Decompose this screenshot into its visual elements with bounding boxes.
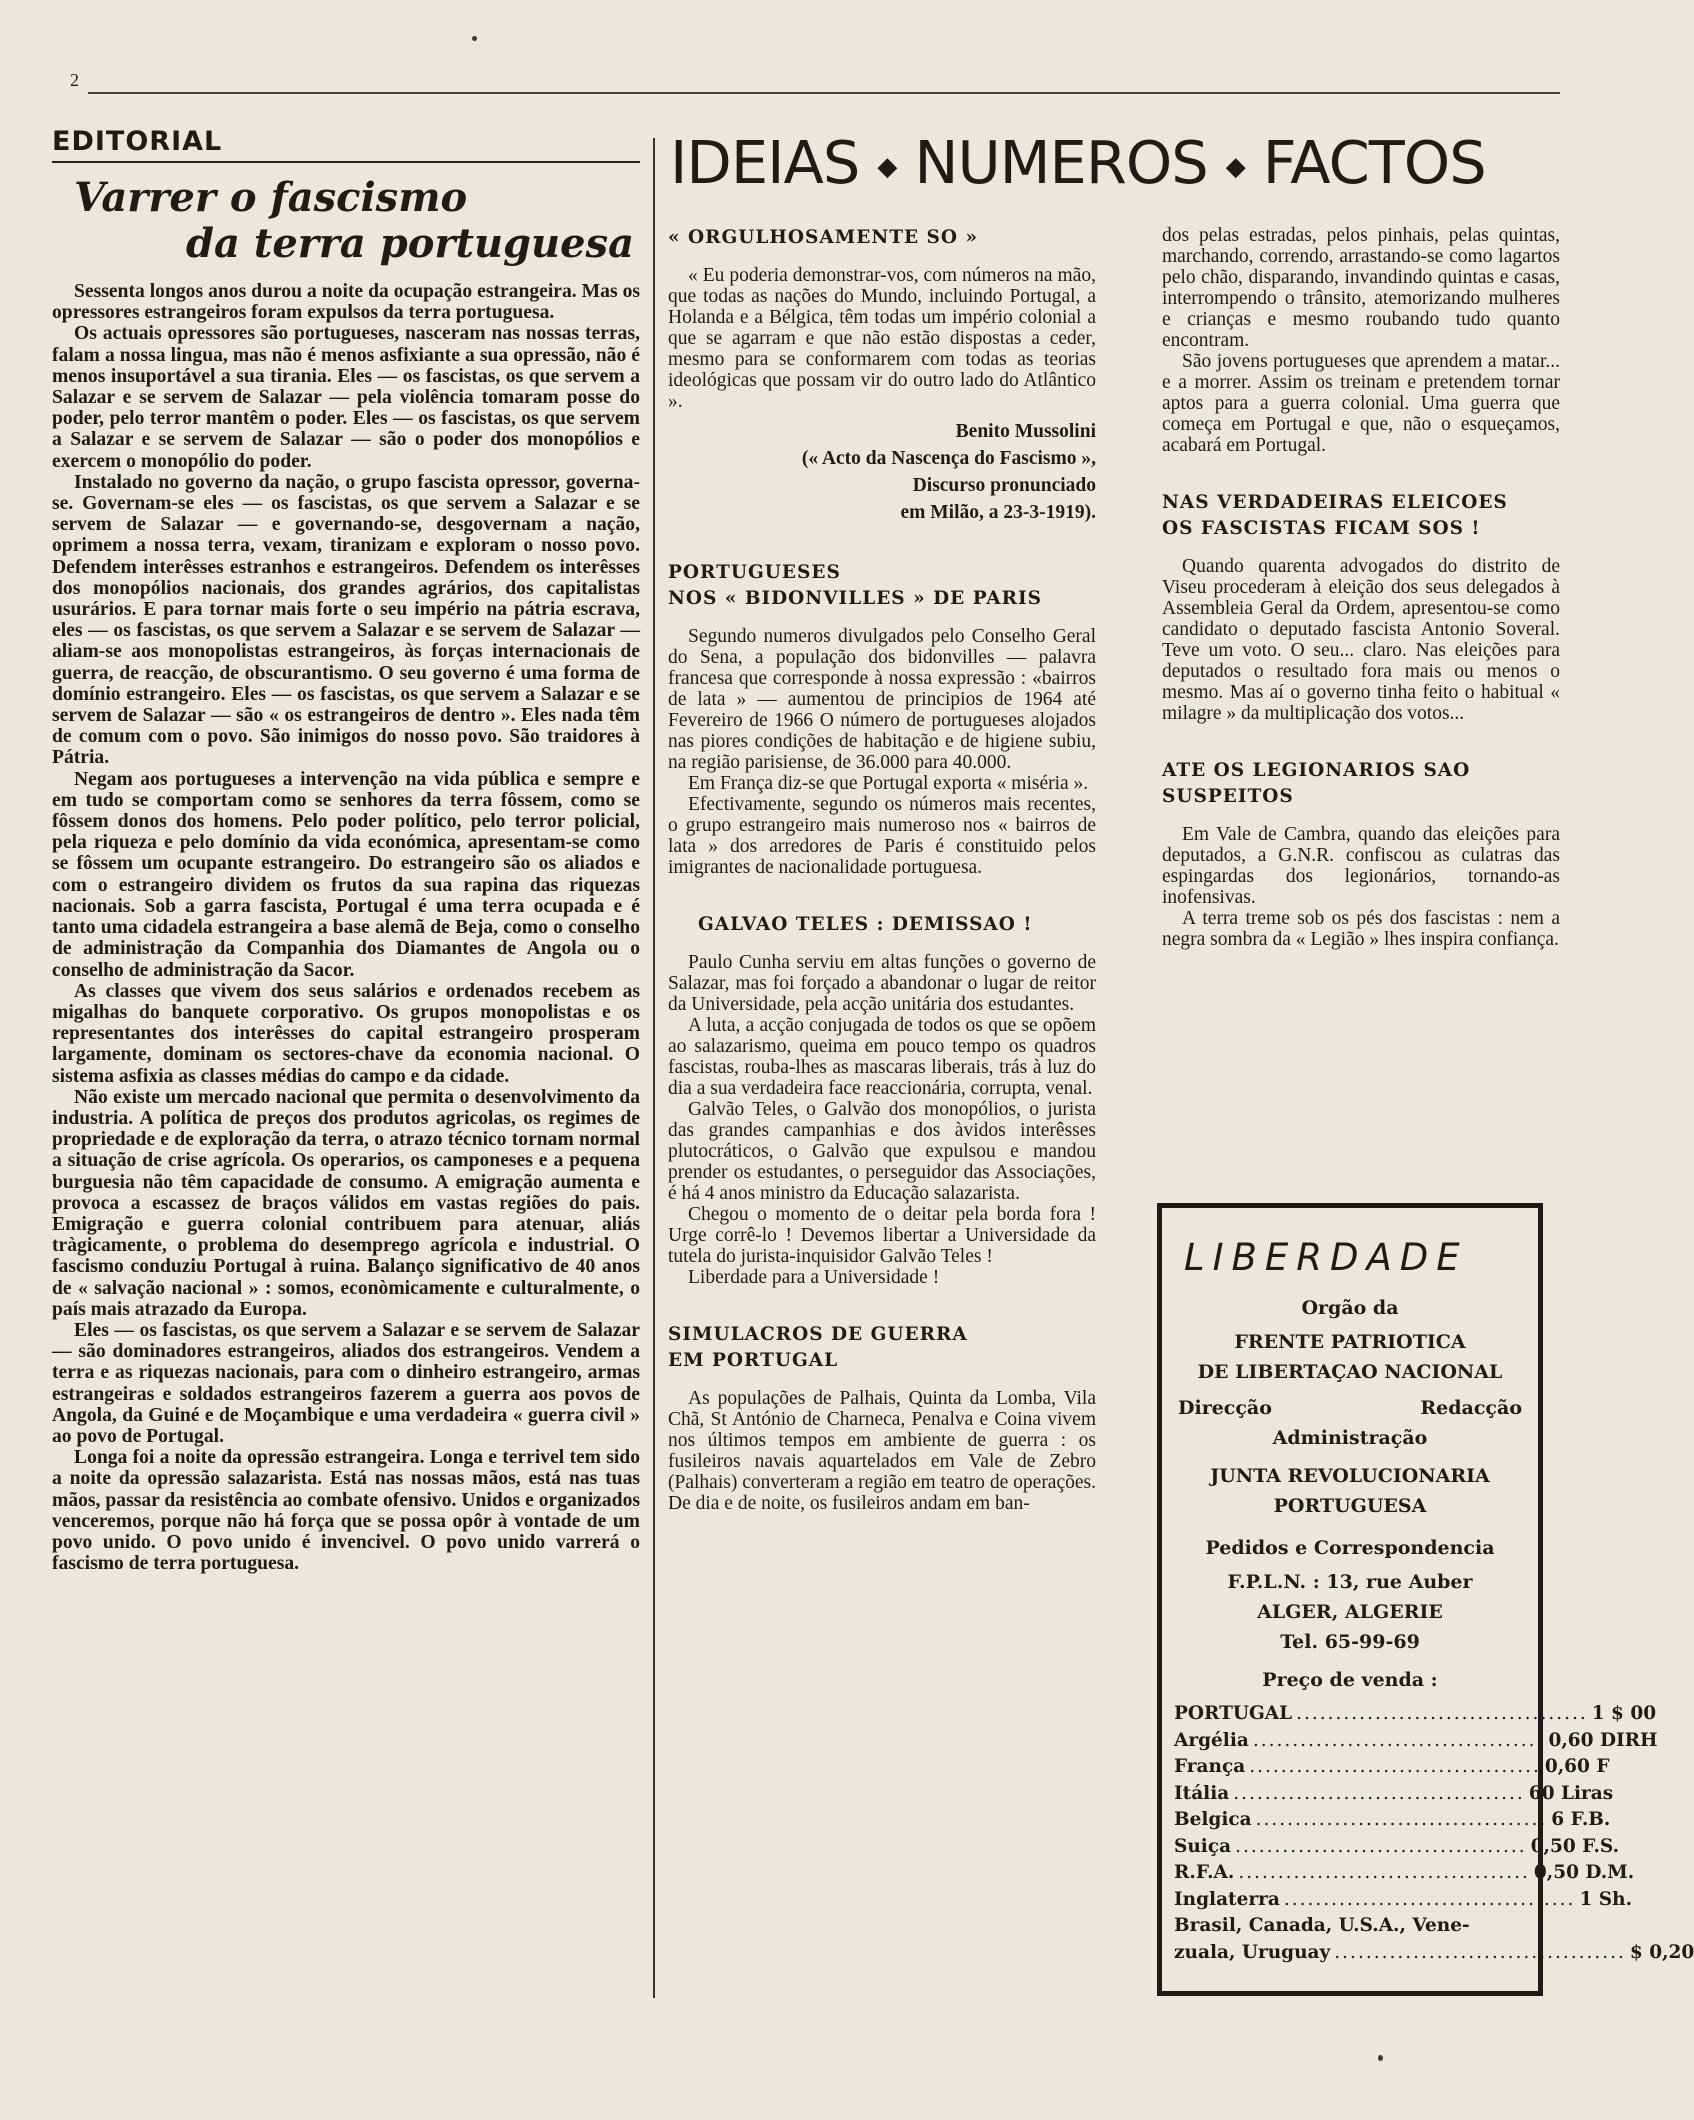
administracao-label: Administração [1272,1427,1428,1449]
editorial-paragraph: Eles — os fascistas, os que servem a Salazar e se servem de Salazar — são dominadores estrangeiros, aliados dos estrangeiros. Vendem a terra e as riquezas nacionais, para com o dinheiro estrangeiro, armas estrangeiras e soldados estrangeiros fazerem a guerra aos povos de Angola, da Guiné e de Moçambique e uma verdadeira « guerra civil » ao povo de Portugal. [52,1319,640,1447]
price-value: 6 F.B. [1551,1809,1611,1830]
article-heading [668,1322,1096,1374]
price-country: França [1174,1756,1246,1777]
attribution-name: Benito Mussolini [955,421,1096,442]
price-row: R.F.A. ..................................... 0,50 D.M. [1174,1860,1526,1887]
price-row [1174,1913,1526,1940]
price-row: PORTUGAL ..................................... 1 $ 00 [1174,1701,1526,1728]
telephone: Tel. 65-99-69 [1280,1631,1420,1653]
editorial-paragraph: Não existe um mercado nacional que permita o desenvolvimento da industria. A política de preços dos produtos agricolas, os regimes de propriedade e de exploração da terra, o atrazo técnico tornam normal a situação de crise agrícola. Os operarios, os camponeses e a pequena burguesia não têm capacidade de consumo. A emigração aumenta e provoca a escassez de braços válidos em vastas regiões do pais. Emigração e guerra colonial contribuem para atenuar, aliás tràgicamente, o problema do desemprego agrícola e industrial. O fascismo conduziu Portugal à ruina. Balanço significativo de 40 anos de « salvação nacional » : somos, econòmicamente e culturalmente, o país mais atrazado da Europa. [52,1086,640,1320]
article-paragraph: A terra treme sob os pés dos fascistas : nem a negra sombra da « Legião » lhes inspira confiança. [1162,908,1560,950]
article-paragraph: Paulo Cunha serviu em altas funções o governo de Salazar, mas foi forçado a abandonar o lugar de reitor da Universidade, pela acção unitária dos estudantes. [668,952,1096,1015]
attribution-source: em Milão, a 23-3-1919). [900,502,1096,523]
price-row: Itália ..................................... 60 Liras [1174,1781,1526,1808]
article-heading-line: SIMULACROS DE GUERRA [668,1324,968,1345]
price-label: Preço de venda : [1262,1669,1438,1691]
editorial-rule [52,161,640,163]
column-divider [653,138,655,1998]
article-heading-line: NAS VERDADEIRAS ELEICOES [1162,492,1508,513]
article-heading-line: NOS « BIDONVILLES » DE PARIS [668,588,1043,609]
article-paragraph: Liberdade para a Universidade ! [688,1267,940,1288]
editorial-title-line2: da terra portuguesa [186,220,634,267]
price-country: zuala, Uruguay [1174,1941,1331,1963]
masthead-title: LIBERDADE [1184,1236,1468,1279]
price-value: 0,60 DIRH [1548,1729,1658,1751]
banner-word-numeros: NUMEROS [914,128,1208,197]
right-column [1162,225,1560,950]
quote-attribution [668,418,1096,526]
editorial-label: EDITORIAL [52,126,223,157]
article-heading-line: OS FASCISTAS FICAM SOS ! [1162,518,1481,539]
article-heading [1162,490,1560,542]
price-country: Itália [1174,1782,1230,1804]
price-value: 0,50 D.M. [1533,1862,1635,1883]
editorial-column [52,126,640,1574]
article-bidonvilles [668,560,1096,878]
editorial-roles [1162,1393,1538,1423]
editorial-title [52,175,640,267]
price-value: 0,60 F [1544,1756,1610,1777]
article-paragraph: Segundo numeros divulgados pelo Conselho Geral do Sena, a população dos bidonvilles — palavra francesa que corresponde à nossa expressão : «bairros de lata » — aumentou de principios de 1964 até Fevereiro de 1966 O número de portugueses alojados nas piores condições de habitação e de higiene subiu, na região parisiense, de 36.000 para 40.000. [668,626,1096,773]
price-country: Suiça [1174,1835,1232,1857]
price-value: 1 Sh. [1579,1888,1633,1910]
article-heading-line: PORTUGUESES [668,562,841,583]
article-heading-line: ATE OS LEGIONARIOS SAO [1162,760,1471,781]
attribution-source: (« Acto da Nascença do Fascismo », [801,448,1096,469]
redaccao-label: Redacção [1420,1397,1522,1419]
header-rule [88,92,1560,94]
banner-word-factos: FACTOS [1262,128,1486,197]
editorial-paragraph: Sessenta longos anos durou a noite da ocupação estrangeira. Mas os opressores estrangeiros foram expulsos da terra portuguesa. [52,281,640,324]
organ-label: Orgão da [1301,1297,1399,1319]
article-paragraph: Em França diz-se que Portugal exporta « miséria ». [688,773,1089,794]
editorial-paragraph: Negam aos portugueses a intervenção na vida pública e sempre e em tudo se comportam como se senhores da terra fôssem, como se fôssem donos dos homens. Pelo poder político, pelo terror policial, pela riqueza e pelo domínio da vida económica, apresentam-se como se fôssem um ocupante estrangeiro. Do estrangeiro são os aliados e com o estrangeiro dividem os frutos da sua rapina das riquezas nacionais. Sob a garra fascista, Portugal é uma terra ocupada e é tanto uma cidadela estrangeira a base alemã de Beja, como o conselho de administração da Companhia dos Diamantes de Angola ou o conselho de administração da Sacor. [52,768,640,981]
article-paragraph: Efectivamente, segundo os números mais recentes, o grupo estrangeiro mais numeroso nos « bairros de lata » dos arredores de Paris é constituido pelos imigrantes de nacionalidade portuguesa. [668,794,1096,878]
front-name: DE LIBERTAÇAO NACIONAL [1197,1361,1503,1383]
price-row: Suiça ..................................... 0,50 F.S. [1174,1834,1526,1861]
editorial-paragraph: Instalado no governo da nação, o grupo fascista opressor, governa-se. Governam-se eles — os fascistas, os que servem a Salazar e se servem de Salazar — e governando-se, desgovernam a nação, oprimem a nossa terra, vexam, tiranizam e exploram o nosso povo. Defendem interêsses estranhos e estrangeiros. Defendem os interêsses dos monopólios nacionais, dos grandes agrários, dos capitalistas usurários. E para tornar mais forte o seu império na pátria escrava, eles — os fascistas, os que servem a Salazar e se servem de Salazar — aliam-se aos monopolistas estrangeiros, às forças internacionais de guerra, de reacção, de obscurantismo. O seu governo é uma forma de domínio estrangeiro. Eles — os fascistas, os que servem a Salazar e se servem de Salazar — são « os estrangeiros de dentro ». Eles nada têm de comum com o povo. São inimigos do nosso povo. São traidores à Pátria. [52,471,640,769]
masthead-box [1157,1203,1694,1996]
article-heading [668,560,1096,612]
price-value: 60 Liras [1528,1782,1614,1804]
article-orgulhosamente-so [668,225,1096,526]
article-paragraph: dos pelas estradas, pelos pinhais, pelas quintas, marchando, correndo, arrastando-se como lagartos pelo chão, disparando, invandindo quintas e casas, interrompendo o trânsito, atemorizando mulheres e crianças e mesmo roubando tudo quanto encontram. [1162,225,1560,351]
article-eleicoes [1162,490,1560,724]
price-country: Argélia [1174,1729,1249,1751]
price-country: Inglaterra [1174,1888,1280,1910]
article-paragraph: Chegou o momento de o deitar pela borda fora ! Urge corrê-lo ! Devemos libertar a Universidade da tutela do jurista-inquisidor Galvão Teles ! [668,1204,1096,1267]
article-paragraph: « Eu poderia demonstrar-vos, com números na mão, que todas as nações do Mundo, incluindo Portugal, a Holanda e a Bélgica, têm todas um império colonial a que se agarram e que não estão dispostas a ceder, mesmo para se conformarem com todas as teorias ideológicas que possam vir do outro lado do Atlântico ». [668,265,1096,412]
diamond-separator-icon: ◆ [877,151,897,182]
page-number: 2 [70,70,79,90]
article-heading: GALVAO TELES : DEMISSAO ! [698,914,1033,935]
editorial-paragraph: Longa foi a noite da opressão estrangeira. Longa e terrivel tem sido a noite da opressão salazarista. Está nas nossas mãos, está nas tuas mãos, passar da resistência ao combate ofensivo. Unidos e organizados venceremos, porque não há força que se possa opôr à vontade de um povo unido. O povo unido é invencivel. O povo unido varrerá o fascismo de terra portuguesa. [52,1447,640,1575]
section-banner [670,128,1560,197]
article-heading: « ORGULHOSAMENTE SO » [668,227,979,248]
attribution-source: Discurso pronunciado [912,475,1096,496]
article-galvao-teles [668,912,1096,1288]
article-paragraph: As populações de Palhais, Quinta da Lomba, Vila Chã, St António de Charneca, Penalva e Coina vivem nos últimos tempos em ambiente de guerra : os fusileiros navais aquartelados em Vale de Zebro (Palhais) converteram a região em teatro de operações. De dia e de noite, os fusileiros andam em ban- [668,1388,1096,1514]
pedidos-label: Pedidos e Correspondencia [1205,1537,1495,1559]
price-row: Inglaterra ..................................... 1 Sh. [1174,1887,1526,1914]
article-heading-line: EM PORTUGAL [668,1350,839,1371]
article-heading-line: SUSPEITOS [1162,786,1294,807]
editorial-paragraph: Os actuais opressores são portugueses, nasceram nas nossas terras, falam a nossa lingua, mas não é menos asfixiante a sua opressão, não é menos insuportável a sua tirania. Eles — os fascistas, os que servem a Salazar e se servem de Salazar — pela violência tomaram posse do poder, pelo terror mantêm o poder. Eles — os fascistas, os que servem a Salazar e se servem de Salazar — são o poder dos monopólios e exercem o monopólio do poder. [52,323,640,472]
price-row: zuala, Uruguay ..................................... $ 0,20 [1174,1940,1526,1967]
editorial-paragraph: As classes que vivem dos seus salários e ordenados recebem as migalhas do banquete corporativo. Os grupos monopolistas e os representantes dos interêsses do capital estrangeiro prosperam largamente, dominam os sectores-chave da economia nacional. O sistema asfixia as classes médias do campo e da cidade. [52,980,640,1087]
price-country: PORTUGAL [1174,1703,1293,1724]
price-value: $ 0,20 [1629,1941,1694,1963]
price-value: 1 $ 00 [1591,1703,1657,1724]
front-name: FRENTE PATRIOTICA [1234,1331,1466,1353]
article-paragraph: Em Vale de Cambra, quando das eleições para deputados, a G.N.R. confiscou as culatras das espingardas dos legionários, tornando-as inofensivas. [1162,824,1560,908]
price-country: Belgica [1174,1809,1252,1830]
price-row: Argélia ..................................... 0,60 DIRH [1174,1728,1526,1755]
price-list [1174,1701,1694,1966]
article-paragraph: São jovens portugueses que aprendem a matar... e a morrer. Assim os treinam e pretendem tornar aptos para a guerra colonial. Uma guerra que começa em Portugal e que, não o esqueçamos, acabará em Portugal. [1162,351,1560,456]
article-simulacros [668,1322,1096,1514]
article-paragraph: Quando quarenta advogados do distrito de Viseu procederam à eleição dos seus delegados à Assembleia Geral da Ordem, apresentou-se como candidato o deputado fascista Antonio Soveral. Teve um voto. O seu... claro. Nas eleições para deputados o resultado fora mais ou menos o mesmo. Mas aí o governo tinha feito o habitual « milagre » da multiplicação dos votos... [1162,556,1560,724]
editorial-body [52,281,640,1574]
address-line: F.P.L.N. : 13, rue Auber [1227,1571,1473,1593]
price-country: R.F.A. [1174,1862,1235,1883]
article-legionarios [1162,758,1560,950]
banner-word-ideias: IDEIAS [670,128,860,197]
address-line: ALGER, ALGERIE [1257,1601,1443,1623]
diamond-separator-icon: ◆ [1225,151,1245,182]
editorial-title-line1: Varrer o fascismo [74,174,468,221]
junta-name: PORTUGUESA [1273,1495,1427,1517]
article-heading [1162,758,1560,810]
price-value: 0,50 F.S. [1530,1835,1620,1857]
price-row: França ..................................... 0,60 F [1174,1754,1526,1781]
middle-column [668,225,1096,1514]
junta-name: JUNTA REVOLUCIONARIA [1210,1465,1490,1487]
article-paragraph: A luta, a acção conjugada de todos os que se opõem ao salazarismo, queima em pouco tempo os quadros fascistas, rouba-lhes as mascaras liberais, trás à luz do dia a sua verdadeira face reaccionária, corrupta, venal. [668,1015,1096,1099]
article-simulacros-continued [1162,225,1560,456]
direccao-label: Direcção [1178,1397,1272,1419]
article-paragraph: Galvão Teles, o Galvão dos monopólios, o jurista das grandes campanhias e dos àvidos interêsses plutocráticos, o Galvão que expulsou e mandou prender os estudantes, o perseguidor das Associações, é há 4 anos ministro da Educação salazarista. [668,1099,1096,1204]
price-country: Brasil, Canada, U.S.A., Vene- [1174,1915,1470,1936]
price-row: Belgica ..................................... 6 F.B. [1174,1807,1526,1834]
